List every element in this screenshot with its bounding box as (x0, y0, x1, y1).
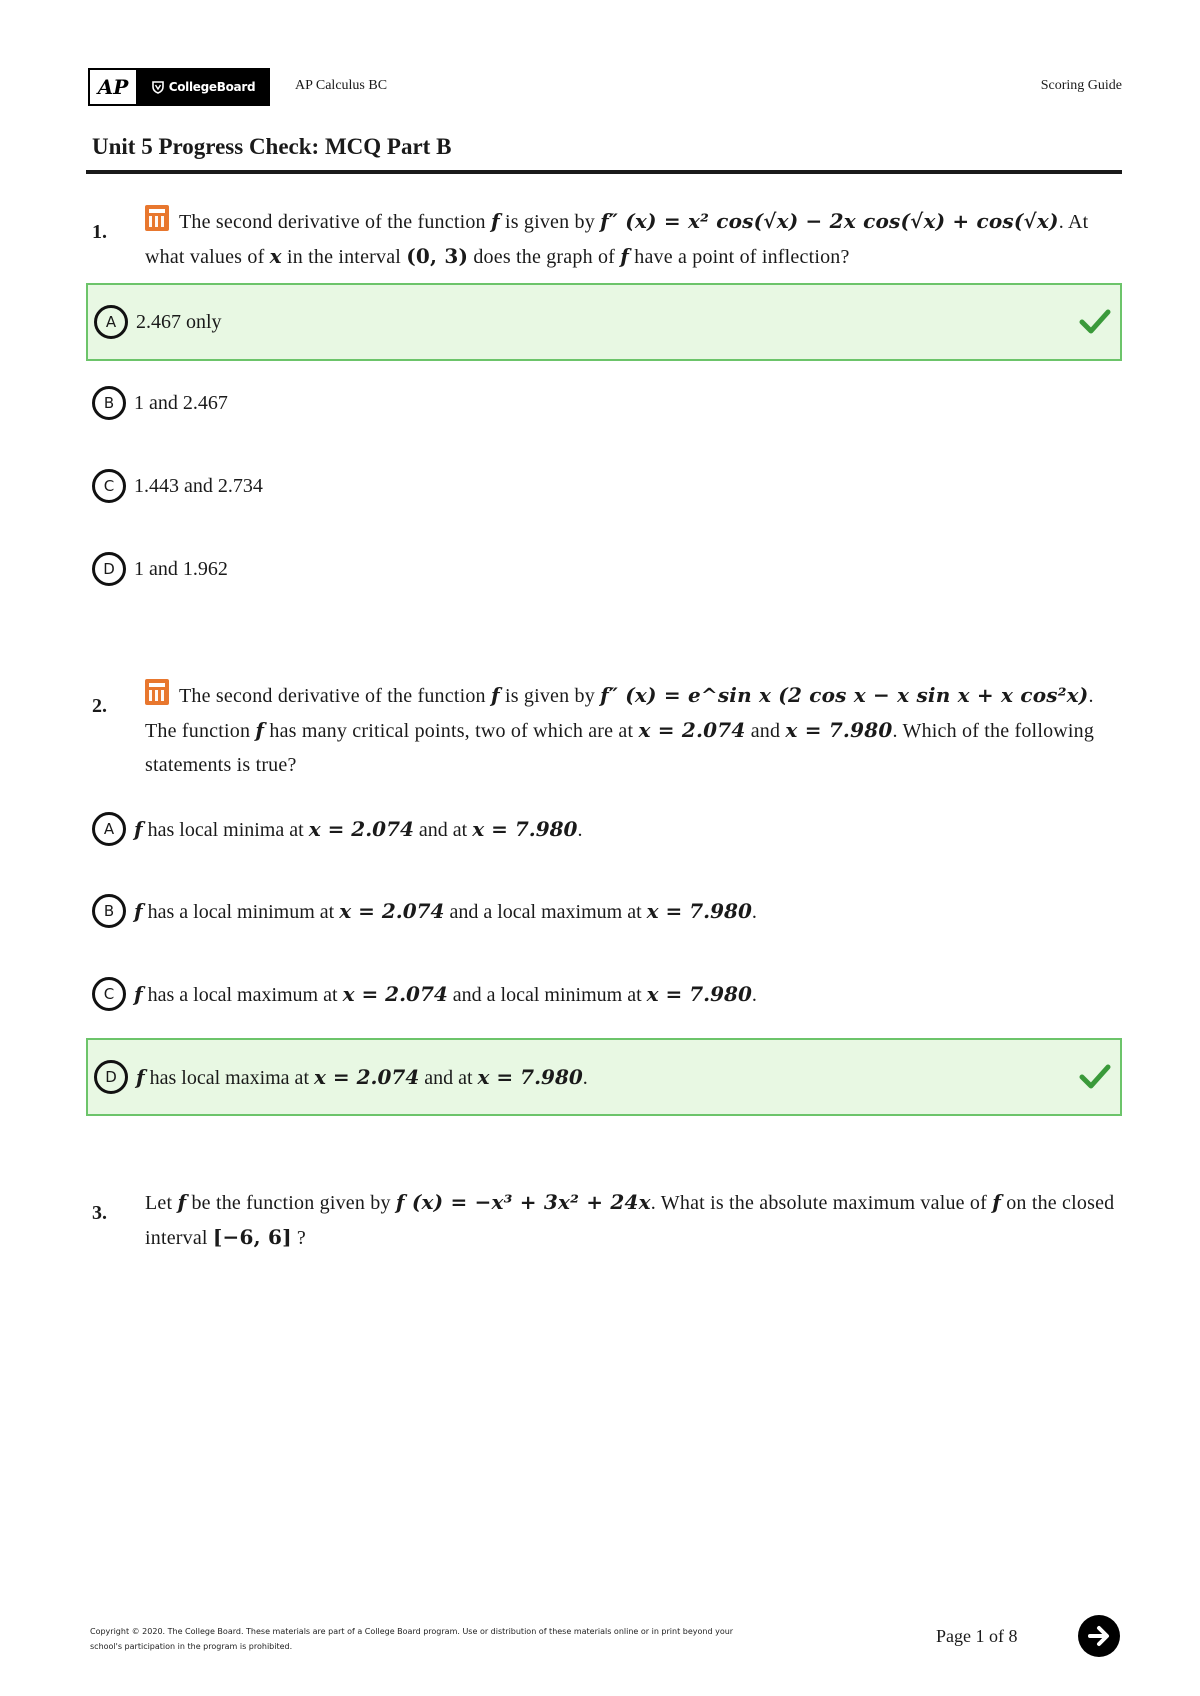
math-expression: x = 2.074 (314, 1064, 420, 1089)
scoring-guide-label: Scoring Guide (1040, 78, 1122, 93)
answer-option[interactable] (86, 955, 1122, 1033)
text-run: be the function given by (186, 1192, 396, 1214)
text-run: Let (145, 1192, 178, 1214)
option-letter-badge: B (92, 894, 126, 928)
question-stem (145, 204, 1118, 274)
calculator-icon (145, 679, 169, 705)
text-run: . (751, 983, 757, 1006)
option-letter-badge: D (92, 552, 126, 586)
calculator-icon (145, 205, 169, 231)
text-run: . Which of the following statements is true? (145, 720, 1095, 776)
math-expression: f (134, 981, 143, 1006)
page-title: Unit 5 Progress Check: MCQ Part B (92, 134, 452, 159)
option-text (134, 558, 228, 581)
shield-icon (151, 80, 165, 94)
text-run: 1.443 and 2.734 (134, 474, 263, 497)
math-expression: x = 7.980 (785, 718, 893, 742)
option-text (134, 982, 757, 1007)
text-run: have a point of inflection? (629, 246, 850, 268)
question-number: 2. (92, 695, 107, 717)
text-run: . At what values of (145, 211, 1089, 268)
text-run: has local minima at (142, 818, 309, 841)
text-run: is given by (499, 211, 601, 233)
answer-option[interactable] (86, 364, 1122, 442)
page-indicator: Page 1 of 8 (936, 1626, 1018, 1646)
question-number: 3. (92, 1202, 107, 1224)
math-expression: f″ (x) = x² cos(√x) − 2x cos(√x) + cos(√x) (600, 209, 1059, 233)
question-number: 1. (92, 221, 107, 243)
option-text (134, 392, 228, 415)
option-letter-badge: C (92, 469, 126, 503)
option-text (134, 899, 757, 924)
copyright-notice: Copyright © 2020. The College Board. These materials are part of a College Board program. Use or distribution of these materials online or in print beyond your school's participation in the program is prohibited. (90, 1627, 734, 1651)
question-stem-text (145, 1192, 1114, 1249)
math-expression: x = 7.980 (646, 898, 752, 923)
text-run: does the graph of (468, 246, 621, 268)
option-letter-badge: D (94, 1060, 128, 1094)
text-run: and a local minimum at (447, 983, 647, 1006)
option-letter-badge: C (92, 977, 126, 1011)
math-interval: [−6, 6] (212, 1225, 292, 1249)
text-run: has a local maximum at (142, 983, 343, 1006)
math-expression: f (992, 1190, 1002, 1214)
math-expression: f (134, 898, 143, 923)
math-expression: x = 2.074 (638, 718, 746, 742)
math-interval: (0, 3) (406, 244, 469, 268)
answer-option[interactable] (86, 447, 1122, 525)
text-run: 1 and 1.962 (134, 557, 228, 580)
math-expression: x = 2.074 (342, 981, 448, 1006)
math-expression: f (134, 816, 143, 841)
text-run: The second derivative of the function (179, 211, 491, 233)
answer-option[interactable] (86, 872, 1122, 950)
math-expression: f″ (x) = e^sin x (2 cos x − x sin x + x cos²x) (600, 683, 1089, 707)
title-divider (86, 170, 1122, 174)
next-page-button[interactable] (1078, 1615, 1120, 1657)
math-expression: f (490, 683, 500, 707)
text-run: . The function (145, 685, 1094, 742)
option-text (134, 817, 582, 842)
text-run: 2.467 only (136, 310, 222, 333)
question-stem-text (145, 685, 1094, 776)
text-run: and (745, 720, 786, 742)
math-expression: x = 7.980 (477, 1064, 583, 1089)
option-text (136, 311, 222, 334)
ap-logo: AP (90, 70, 138, 104)
checkmark-icon (1078, 1062, 1112, 1092)
page-header (88, 68, 1122, 108)
checkmark-icon (1078, 307, 1112, 337)
math-expression: f (490, 209, 500, 233)
arrow-right-icon (1085, 1622, 1113, 1650)
answer-option[interactable] (86, 790, 1122, 868)
option-text (136, 1065, 588, 1090)
answer-option-correct[interactable] (86, 1038, 1122, 1116)
option-letter-badge: A (94, 305, 128, 339)
text-run: . What is the absolute maximum value of (650, 1192, 993, 1214)
text-run: has a local minimum at (142, 900, 340, 923)
math-expression: f (x) = −x³ + 3x² + 24x (395, 1190, 651, 1214)
math-expression: x = 2.074 (339, 898, 445, 923)
math-expression: f (136, 1064, 145, 1089)
text-run: is given by (499, 685, 601, 707)
text-run: . (582, 1066, 588, 1089)
math-expression: x = 7.980 (472, 816, 578, 841)
math-expression: x = 7.980 (646, 981, 752, 1006)
text-run: and a local maximum at (444, 900, 647, 923)
text-run: in the interval (281, 246, 407, 268)
text-run: The second derivative of the function (179, 685, 491, 707)
question-stem (145, 1185, 1118, 1255)
college-board-logo (138, 70, 268, 104)
math-expression: f (255, 718, 265, 742)
text-run: has local maxima at (144, 1066, 314, 1089)
text-run: and at (413, 818, 473, 841)
college-board-wordmark: CollegeBoard (168, 80, 256, 94)
option-letter-badge: A (92, 812, 126, 846)
option-text (134, 475, 263, 498)
ap-college-board-logo (88, 68, 270, 106)
option-letter-badge: B (92, 386, 126, 420)
math-expression: f (177, 1190, 187, 1214)
text-run: and at (419, 1066, 478, 1089)
text-run: has many critical points, two of which are at (264, 720, 639, 742)
question-stem-text (145, 211, 1088, 268)
math-expression: x = 2.074 (308, 816, 414, 841)
question-stem (145, 678, 1118, 782)
math-expression: f (620, 244, 630, 268)
answer-option[interactable] (86, 530, 1122, 608)
text-run: on the closed interval (145, 1192, 1115, 1249)
text-run: 1 and 2.467 (134, 391, 228, 414)
text-run: . (577, 818, 583, 841)
text-run: ? (291, 1227, 307, 1249)
answer-option-correct[interactable] (86, 283, 1122, 361)
math-expression: x (269, 244, 282, 268)
text-run: . (751, 900, 757, 923)
course-name: AP Calculus BC (295, 78, 388, 93)
